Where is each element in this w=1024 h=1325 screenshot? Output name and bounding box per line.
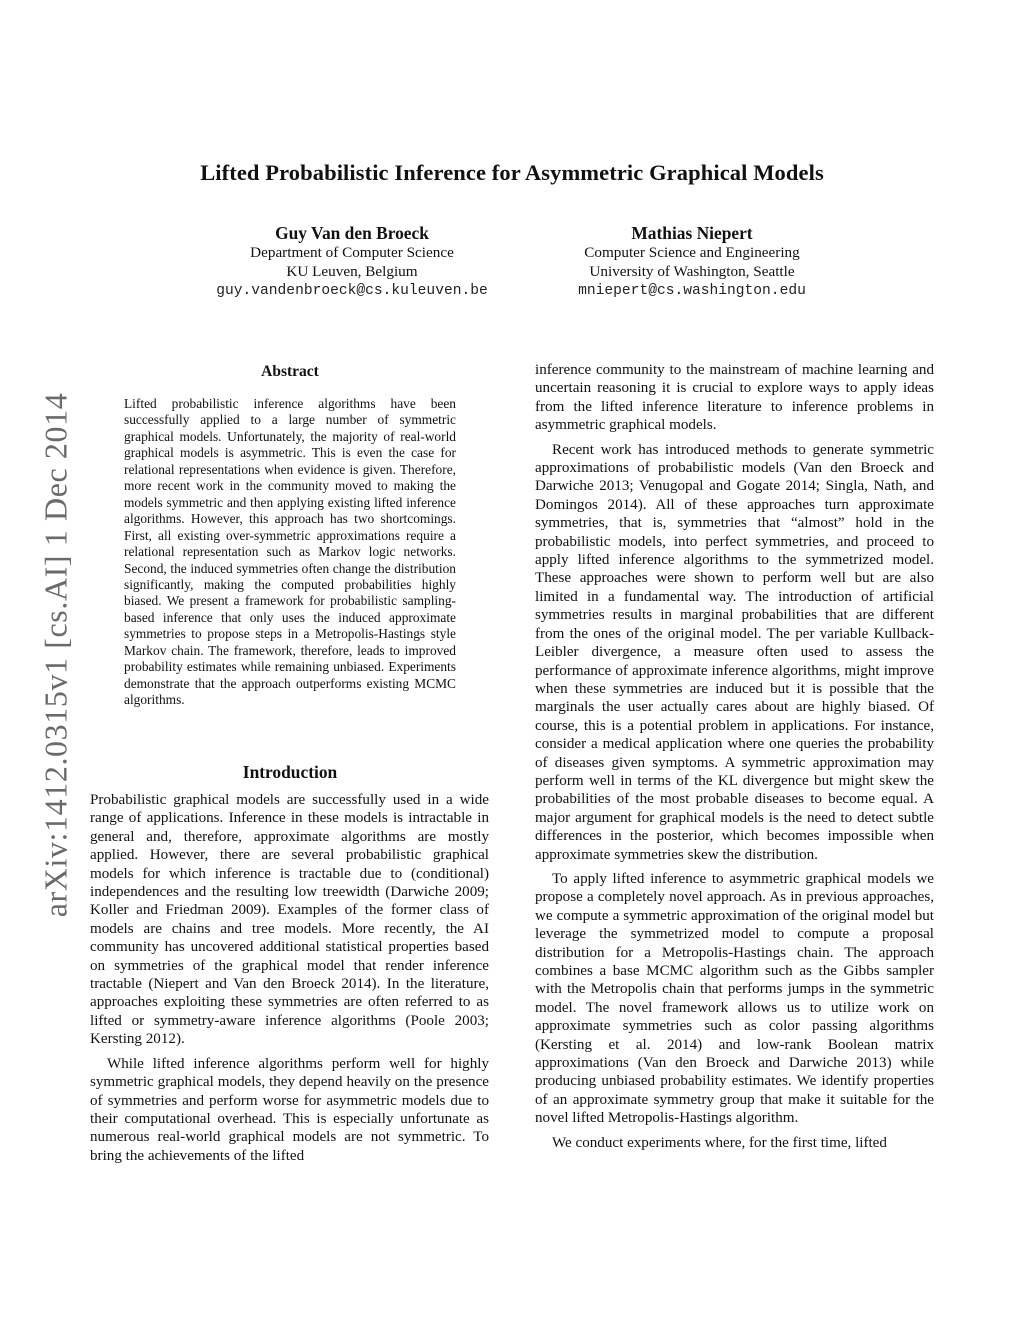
author-affiliation-1b: KU Leuven, Belgium: [286, 262, 418, 280]
abstract-paragraph: Lifted probabilistic inference algorithms have been successfully applied to a large number of symmetric graphical models. Unfortunately, the majority of real-world graphical models is asymmetric. This is even the case for relational representations when evidence is given. Therefore, more recent work in the community moved to making the models symmetric and then applying existing lifted inference algorithms. However, this approach has two shortcomings. First, all existing over-symmetric approximations require a relational representation such as Markov logic networks. Second, the induced symmetries often change the distribution significantly, making the computed probabilities highly biased. We present a framework for probabilistic sampling-based inference that only uses the induced approximate symmetries to propose steps in a Metropolis-Hastings style Markov chain. The framework, therefore, leads to improved probability estimates while remaining unbiased. Experiments demonstrate that the approach outperforms existing MCMC algorithms.: [124, 396, 456, 708]
right-column-body: [535, 361, 934, 1152]
right-paragraph-3: To apply lifted inference to asymmetric graphical models we propose a completely novel approach. As in previous approaches, we compute a symmetric approximation of the original model but leverage the symmetrized model to compute a proposal distribution for a Metropolis-Hastings chain. The approach combines a base MCMC algorithm such as the Gibbs sampler with the Metropolis chain that performs jumps in the symmetric model. The novel framework allows us to utilize work on approximate symmetries such as color passing algorithms (Kersting et al. 2014) and low-rank Boolean matrix approximations (Van den Broeck and Darwiche 2013) while producing unbiased probability estimates. We identify properties of an approximate symmetry group that make it suitable for the novel lifted Metropolis-Hastings algorithm.: [535, 870, 934, 1127]
author-name-2: Mathias Niepert: [631, 223, 753, 243]
author-affiliation-2a: Computer Science and Engineering: [584, 244, 800, 261]
author-email-1: guy.vandenbroeck@cs.kuleuven.be: [216, 283, 488, 299]
author-affiliation-1a: Department of Computer Science: [250, 244, 454, 261]
author-affiliation-2b: University of Washington, Seattle: [589, 262, 795, 280]
right-paragraph-4: We conduct experiments where, for the first time, lifted: [552, 1134, 887, 1151]
right-paragraph-1: inference community to the mainstream of machine learning and uncertain reasoning it is crucial to explore ways to apply ideas from the lifted inference literature to inference problems in asymmetric graphical models.: [535, 362, 934, 434]
abstract-text: [124, 396, 456, 709]
paper-title: Lifted Probabilistic Inference for Asymmetric Graphical Models: [200, 160, 824, 185]
left-column-body: [90, 791, 489, 1165]
intro-paragraph-1: Probabilistic graphical models are successfully used in a wide range of applications. Inference in these models is intractable in general and, therefore, approximate algorithms are mostly applied. However, there are several probabilistic graphical models for which inference is tractable due to (conditional) independences and the resulting low treewidth (Darwiche 2009; Koller and Friedman 2009). Examples of the former class of models are chains and tree models. More recently, the AI community has uncovered additional statistical properties based on symmetries of the graphical model that render inference tractable (Niepert and Van den Broeck 2014). In the literature, approaches exploiting these symmetries are often referred to as lifted or symmetry-aware inference algorithms (Poole 2003; Kersting 2012).: [90, 792, 489, 1048]
right-paragraph-2: Recent work has introduced methods to generate symmetric approximations of probabilistic models (Van den Broeck and Darwiche 2013; Venugopal and Gogate 2014; Singla, Nath, and Domingos 2014). All of these approaches turn approximate symmetries, that is, symmetries that “almost” hold in the probabilistic models, into perfect symmetries, and proceed to apply lifted inference algorithms to the symmetrized model. These approaches were shown to perform well but are also limited in a fundamental way. The introduction of artificial symmetries results in marginal probabilities that are different from the ones of the original model. The per variable Kullback-Leibler divergence, a measure often used to assess the performance of approximate inference algorithms, might improve when these symmetries are induced but it is possible that the marginals the user actually cares about are highly biased. Of course, this is a potential problem in applications. For instance, consider a medical application where one queries the probability of diseases given symptoms. A symmetric approximation may perform well in terms of the KL divergence but might skew the probabilities of the most probable diseases to become equal. A major argument for graphical models is the need to detect subtle differences in the posterior, which becomes impossible when approximate symmetries skew the distribution.: [535, 441, 934, 863]
arxiv-identifier: arXiv:1412.0315v1 [cs.AI] 1 Dec 2014: [37, 392, 74, 918]
author-email-2: mniepert@cs.washington.edu: [578, 283, 806, 299]
author-name-1: Guy Van den Broeck: [275, 223, 429, 243]
introduction-heading: Introduction: [242, 762, 338, 782]
abstract-heading: Abstract: [261, 363, 319, 380]
author-block-2: [482, 222, 902, 301]
intro-paragraph-2: While lifted inference algorithms perform well for highly symmetric graphical models, they depend heavily on the presence of symmetries and perform worse for asymmetric models due to their computational overhead. This is especially unfortunate as numerous real-world graphical models are not symmetric. To bring the achievements of the lifted: [90, 1055, 489, 1164]
